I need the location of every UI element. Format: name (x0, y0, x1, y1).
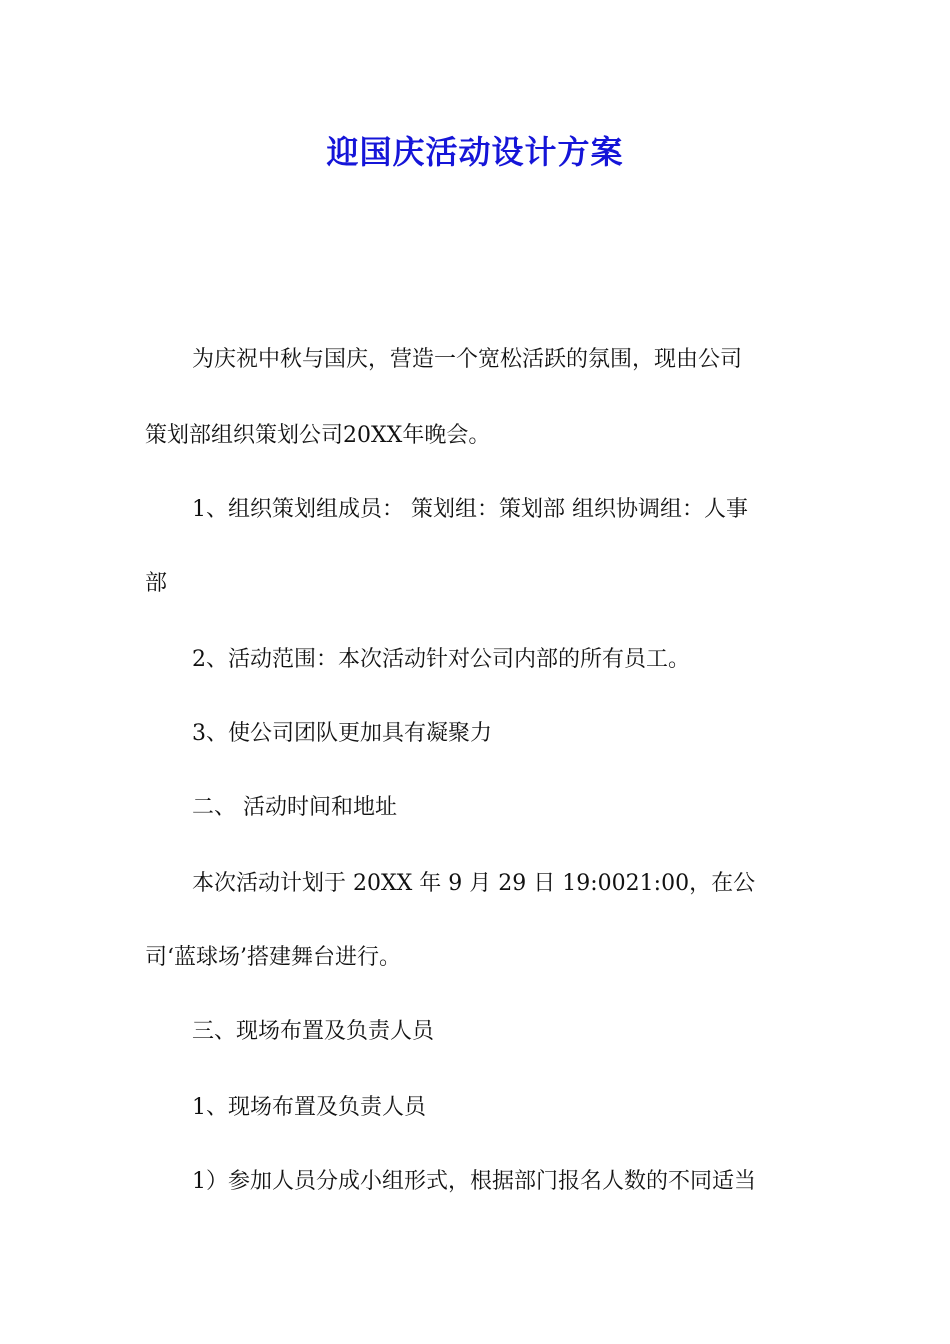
paragraph-line: 3、使公司团队更加具有凝聚力 (192, 721, 492, 746)
paragraph-line: 1）参加人员分成小组形式，根据部门报名人数的不同适当 (192, 1169, 756, 1194)
section-heading: 二、 活动时间和地址 (192, 795, 397, 820)
paragraph-line: 本次活动计划于 20XX 年 9 月 29 日 19:0021:00，在公 (192, 871, 756, 896)
paragraph-line: 司‘蓝球场’搭建舞台进行。 (145, 945, 401, 970)
paragraph-line: 策划部组织策划公司20XX年晚会。 (145, 423, 491, 448)
section-heading: 三、现场布置及负责人员 (192, 1019, 435, 1044)
document-title: 迎国庆活动设计方案 (326, 133, 624, 171)
paragraph-line: 2、活动范围：本次活动针对公司内部的所有员工。 (192, 647, 690, 672)
paragraph-line: 1、组织策划组成员： 策划组：策划部 组织协调组：人事 (192, 497, 748, 522)
paragraph-line: 1、现场布置及负责人员 (192, 1095, 426, 1120)
paragraph-line: 部 (145, 571, 168, 596)
paragraph-line: 为庆祝中秋与国庆，营造一个宽松活跃的氛围，现由公司 (192, 347, 743, 372)
